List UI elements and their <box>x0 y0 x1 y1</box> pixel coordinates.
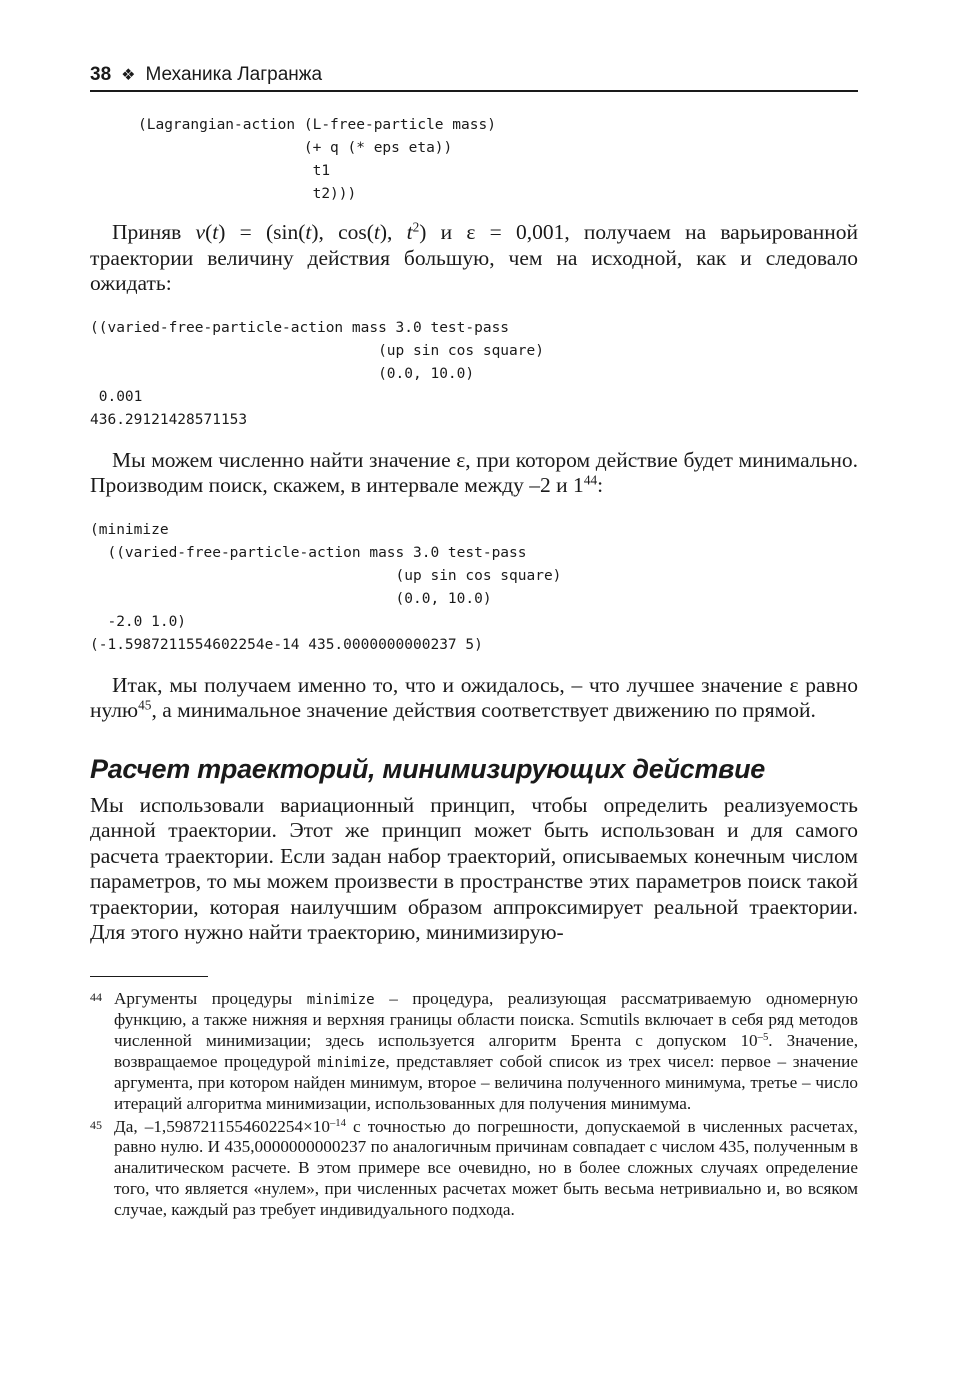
footnote-44: 44 Аргументы процедуры minimize – процедура, реализующая рассматриваемую одномерную функцию, а также нижняя и верхняя границы области поиска. Scmutils включает в себя ряд методов численной минимизации; здесь используется алгоритм Брента с допуском $10^{-5}$. Значение, возвращаемое процедурой minimize, представляет собой список из трех чисел: первое – значение аргумента, при котором найден минимум, второе – величина полученного минимума, третье – число итераций алгоритма минимизации, использованных для получения минимума. <box>90 988 859 1114</box>
code-block-varied-action <box>90 317 858 432</box>
section-title: Расчет траекторий, минимизирующих действие <box>90 753 765 784</box>
code-varied-action-input: ((varied-free-particle-action mass 3.0 test-pass (up sin cos square) (0.0, 10.0) 0.001 <box>90 319 544 405</box>
ornament-icon: ❖ <box>121 67 136 84</box>
paragraph-varied-path: Приняв v(t) = (sin(t), cos(t), $t^2$) и ε = 0,001, получаем на варьированной траектории величину действия большую, чем на исходной, как и следовало ожидать: <box>90 219 858 295</box>
code-minimize-result: (-1.5987211554602254e-14 435.0000000000237 5) <box>90 636 483 653</box>
footnote-number: 44 <box>90 989 102 1004</box>
page <box>90 64 858 1220</box>
running-header <box>90 64 858 92</box>
code-varied-action-result: 436.29121428571153 <box>90 411 248 428</box>
paragraph-minimize-search: Мы можем численно найти значение ε, при котором действие будет минимально. Производим поиск, скажем, в интервале между –2 и $1^{44}$: <box>90 447 858 497</box>
code-block-lagrangian-action: (Lagrangian-action (L-free-particle mass) (+ q (* eps eta)) t1 t2))) <box>138 117 496 202</box>
running-title: Механика Лагранжа <box>145 64 323 85</box>
paragraph-result: Итак, мы получаем именно то, что и ожидалось, – что лучшее значение ε равно нулю$^{45}$, а минимальное значение действия соответствует движению по прямой. <box>90 672 858 722</box>
footnote-45: 45 Да, $-1,5987211554602254\times 10^{-14}$ с точностью до погрешности, допускаемой в численных расчетах, равно нулю. И 435,0000000000237 по аналогичным причинам совпадает с числом 435, полученным в аналитическом расчете. В этом примере все очевидно, но в более сложных случаях определение того, что является «нулем», при численных расчетах может быть весьма нетривиально и, во всяком случае, каждый раз требует индивидуального подхода. <box>90 1116 858 1219</box>
paragraph-section-body: Мы использовали вариационный принцип, чтобы определить реализуемость данной траектории. Этот же принцип может быть использован и для самого расчета траектории. Если задан набор траекторий, описываемых конечным числом параметров, то мы можем произвести в пространстве этих параметров поиск такой траектории, которая наилучшим образом аппроксимирует реальной траектории. Для этого нужно найти траекторию, минимизирую- <box>90 792 858 944</box>
code-block-minimize <box>90 519 858 657</box>
footnote-ref-45: 45 <box>138 697 152 713</box>
footnote-ref-44: 44 <box>583 472 598 488</box>
page-number: 38 <box>90 64 112 85</box>
footnote-divider <box>90 976 208 977</box>
footnote-number: 45 <box>90 1117 102 1132</box>
code-minimize-input: (minimize ((varied-free-particle-action mass 3.0 test-pass (up sin cos square) (0.0, 10.0) -2.0 1.0) <box>90 521 562 630</box>
